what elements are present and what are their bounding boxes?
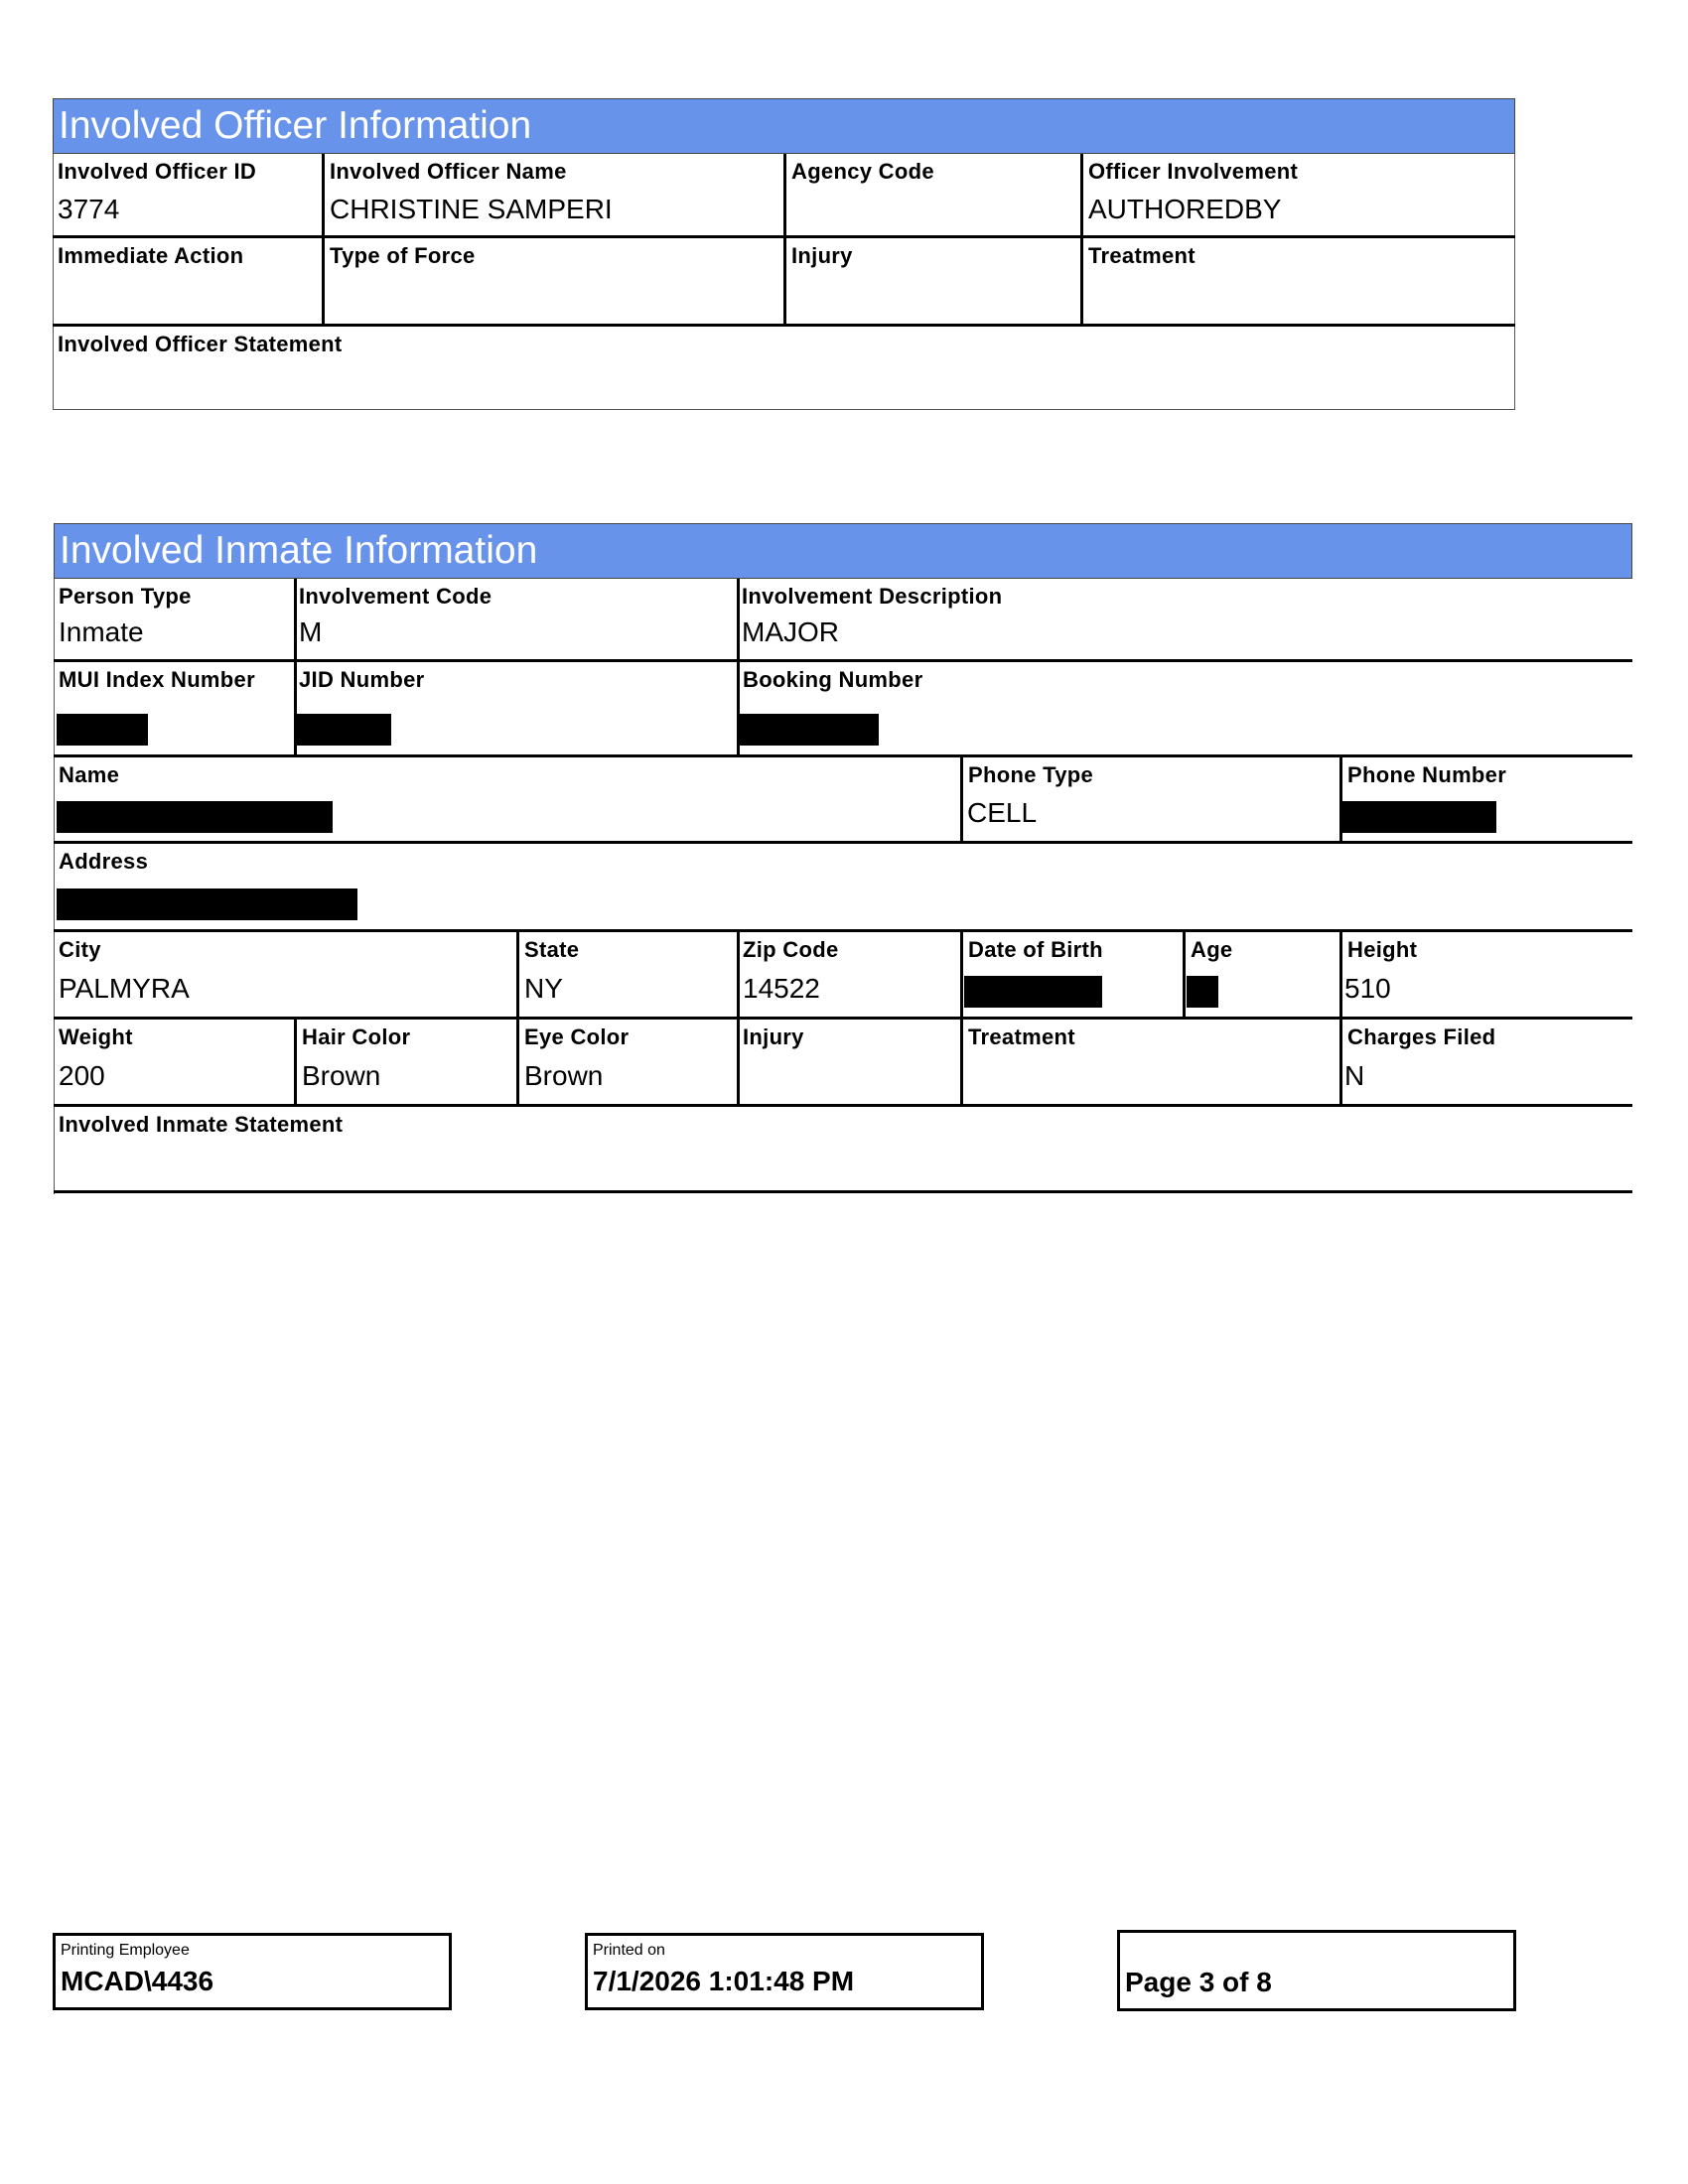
hair-color-label: Hair Color — [302, 1024, 411, 1049]
hair-color-value: Brown — [302, 1060, 381, 1091]
jid-number-cell — [297, 662, 737, 754]
officer-treatment-label: Treatment — [1088, 243, 1196, 268]
redaction-block — [1342, 801, 1496, 833]
redaction-block — [964, 976, 1102, 1008]
officer-injury-label: Injury — [791, 243, 853, 268]
agency-code-label: Agency Code — [791, 159, 934, 184]
involvement-desc-value: MAJOR — [742, 616, 839, 647]
redaction-block — [297, 714, 391, 746]
address-cell — [54, 844, 1632, 929]
involvement-desc-cell — [740, 579, 1632, 659]
officer-involvement-label: Officer Involvement — [1088, 159, 1299, 184]
zip-code-cell — [740, 932, 960, 1017]
printed-on-label: Printed on — [593, 1942, 665, 1959]
officer-involvement-cell — [1083, 154, 1515, 235]
person-type-cell — [54, 579, 294, 659]
phone-type-cell — [963, 757, 1339, 841]
name-cell — [54, 757, 960, 841]
booking-number-cell — [740, 662, 1632, 754]
officer-statement-label: Involved Officer Statement — [58, 332, 343, 356]
jid-number-label: JID Number — [299, 667, 425, 692]
officer-section-title: Involved Officer Information — [53, 98, 1515, 154]
officer-id-label: Involved Officer ID — [58, 159, 257, 184]
eye-color-cell — [519, 1020, 737, 1104]
officer-name-cell — [325, 154, 783, 235]
booking-number-label: Booking Number — [743, 667, 923, 692]
immediate-action-label: Immediate Action — [58, 243, 244, 268]
officer-treatment-cell — [1083, 238, 1515, 324]
height-label: Height — [1347, 937, 1418, 962]
printed-on-box — [585, 1933, 984, 2010]
state-cell — [519, 932, 737, 1017]
phone-type-label: Phone Type — [968, 762, 1094, 787]
redaction-block — [740, 714, 879, 746]
involvement-code-label: Involvement Code — [299, 584, 492, 609]
inmate-injury-cell — [740, 1020, 960, 1104]
row-divider — [54, 1190, 1632, 1193]
eye-color-value: Brown — [524, 1060, 604, 1091]
person-type-value: Inmate — [59, 616, 144, 647]
immediate-action-cell — [53, 238, 322, 324]
redaction-block — [57, 888, 357, 920]
dob-cell — [963, 932, 1183, 1017]
city-label: City — [59, 937, 101, 962]
officer-involvement-value: AUTHOREDBY — [1088, 194, 1282, 224]
officer-name-value: CHRISTINE SAMPERI — [330, 194, 613, 224]
weight-value: 200 — [59, 1060, 105, 1091]
redaction-block — [1187, 976, 1218, 1008]
officer-injury-cell — [786, 238, 1080, 324]
charges-filed-value: N — [1344, 1060, 1365, 1091]
weight-label: Weight — [59, 1024, 133, 1049]
name-label: Name — [59, 762, 120, 787]
zip-code-label: Zip Code — [743, 937, 839, 962]
agency-code-cell — [786, 154, 1080, 235]
eye-color-label: Eye Color — [524, 1024, 630, 1049]
weight-cell — [54, 1020, 294, 1104]
dob-label: Date of Birth — [968, 937, 1103, 962]
phone-number-label: Phone Number — [1347, 762, 1507, 787]
printing-employee-label: Printing Employee — [61, 1942, 190, 1959]
type-of-force-cell — [325, 238, 783, 324]
zip-code-value: 14522 — [743, 973, 820, 1004]
officer-statement-cell — [53, 327, 1515, 410]
involvement-desc-label: Involvement Description — [742, 584, 1003, 609]
printing-employee-value: MCAD\4436 — [61, 1966, 214, 1996]
state-label: State — [524, 937, 580, 962]
officer-section — [53, 98, 1515, 410]
hair-color-cell — [297, 1020, 516, 1104]
inmate-statement-cell — [54, 1107, 1632, 1190]
officer-id-cell — [53, 154, 322, 235]
redaction-block — [57, 801, 333, 833]
phone-type-value: CELL — [967, 797, 1038, 828]
height-cell — [1342, 932, 1632, 1017]
charges-filed-cell — [1342, 1020, 1632, 1104]
phone-number-cell — [1342, 757, 1632, 841]
height-value: 510 — [1344, 973, 1391, 1004]
officer-name-label: Involved Officer Name — [330, 159, 567, 184]
inmate-injury-label: Injury — [743, 1024, 804, 1049]
type-of-force-label: Type of Force — [330, 243, 476, 268]
city-value: PALMYRA — [59, 973, 190, 1004]
person-type-label: Person Type — [59, 584, 192, 609]
involvement-code-cell — [297, 579, 737, 659]
redaction-block — [57, 714, 148, 746]
mui-index-label: MUI Index Number — [59, 667, 255, 692]
inmate-treatment-cell — [963, 1020, 1339, 1104]
inmate-treatment-label: Treatment — [968, 1024, 1075, 1049]
officer-id-value: 3774 — [58, 194, 120, 224]
city-cell — [54, 932, 516, 1017]
charges-filed-label: Charges Filed — [1347, 1024, 1496, 1049]
printed-on-value: 7/1/2026 1:01:48 PM — [593, 1966, 855, 1996]
age-cell — [1186, 932, 1339, 1017]
inmate-section — [54, 523, 1632, 1194]
age-label: Age — [1191, 937, 1233, 962]
address-label: Address — [59, 849, 149, 874]
page-number: Page 3 of 8 — [1125, 1967, 1272, 1997]
printing-employee-box — [53, 1933, 452, 2010]
state-value: NY — [524, 973, 563, 1004]
mui-index-cell — [54, 662, 294, 754]
page-number-box — [1117, 1930, 1516, 2011]
inmate-statement-label: Involved Inmate Statement — [59, 1112, 344, 1137]
involvement-code-value: M — [299, 616, 323, 647]
inmate-section-title: Involved Inmate Information — [54, 523, 1632, 579]
